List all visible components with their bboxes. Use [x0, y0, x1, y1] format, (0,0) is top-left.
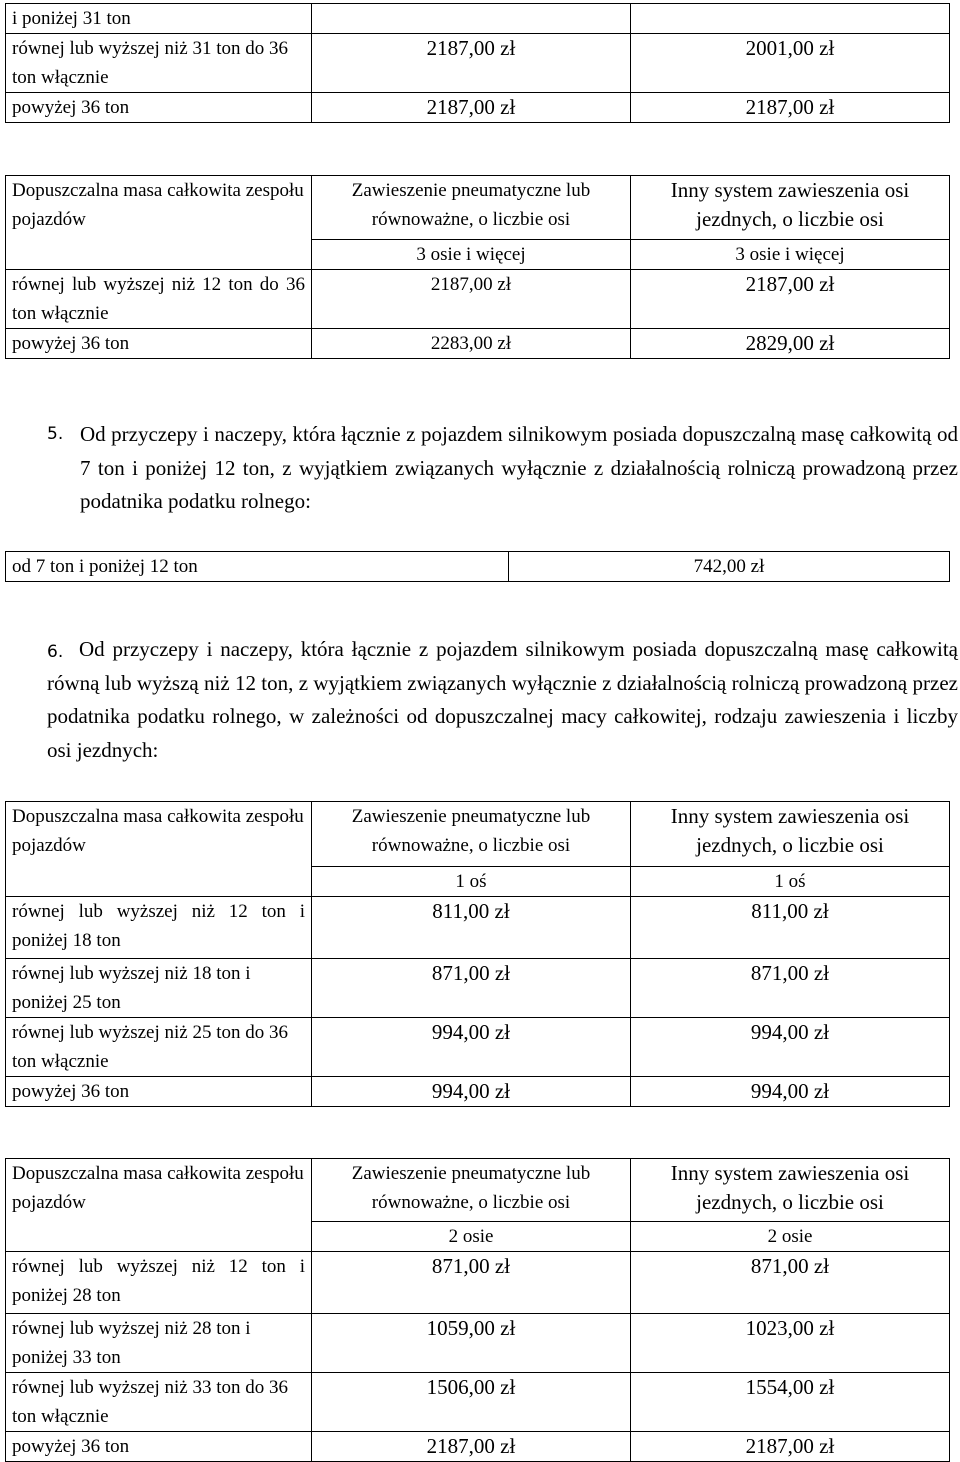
pneumatic-rate-cell: 2187,00 zł [312, 1432, 631, 1462]
table-row [6, 270, 950, 329]
pneumatic-rate-cell: 871,00 zł [312, 1252, 631, 1314]
tax-table-3-axles [5, 175, 950, 359]
other-rate-cell: 811,00 zł [631, 897, 950, 959]
axles-count-cell: 2 osie [631, 1222, 950, 1252]
mass-range-cell: równej lub wyższej niż 31 ton do 36 ton włącznie [6, 34, 312, 93]
pneumatic-rate-cell: 2187,00 zł [312, 270, 631, 329]
mass-range-cell: powyżej 36 ton [6, 1432, 312, 1462]
other-rate-cell: 2829,00 zł [631, 329, 950, 359]
pneumatic-rate-cell: 1059,00 zł [312, 1314, 631, 1373]
mass-range-cell: powyżej 36 ton [6, 1077, 312, 1107]
table-header-row [6, 176, 950, 240]
axles-count-cell: 1 oś [312, 867, 631, 897]
pneumatic-rate-cell: 994,00 zł [312, 1077, 631, 1107]
section-6-text: Od przyczepy i naczepy, która łącznie z pojazdem silnikowym posiada dopuszczalną masę całkowitą równą lub wyższą niż 12 ton, z wyjątkiem związanych wyłącznie z działalnością rolniczą prowadzoną przez podatnika podatku rolnego, w zależności od dopuszczalnej macy całkowitej, rodzaju zawieszenia i liczby osi jezdnych: [47, 637, 958, 762]
mass-range-cell: powyżej 36 ton [6, 329, 312, 359]
pneumatic-rate-cell: 2283,00 zł [312, 329, 631, 359]
mass-range-cell: równej lub wyższej niż 18 ton i poniżej 25 ton [6, 959, 312, 1018]
axles-count-cell: 2 osie [312, 1222, 631, 1252]
section-5-text: Od przyczepy i naczepy, która łącznie z pojazdem silnikowym posiada dopuszczalną masę całkowitą od 7 ton i poniżej 12 ton, z wyjątkiem związanych wyłącznie z działalnością rolniczą prowadzoną przez podatnika podatku rolnego: [80, 422, 958, 513]
table-row [6, 329, 950, 359]
mass-range-cell: równej lub wyższej niż 33 ton do 36 ton włącznie [6, 1373, 312, 1432]
other-rate-cell: 2187,00 zł [631, 270, 950, 329]
other-suspension-column-header: Inny system zawieszenia osi jezdnych, o liczbie osi [631, 1159, 950, 1222]
table-header-row [6, 802, 950, 867]
table-row [6, 552, 950, 582]
other-rate-cell: 994,00 zł [631, 1018, 950, 1077]
other-suspension-column-header: Inny system zawieszenia osi jezdnych, o liczbie osi [631, 176, 950, 240]
other-rate-cell: 1554,00 zł [631, 1373, 950, 1432]
mass-range-cell: równej lub wyższej niż 12 ton i poniżej 28 ton [6, 1252, 312, 1314]
pneumatic-rate-cell [312, 4, 631, 34]
mass-range-cell: równej lub wyższej niż 25 ton do 36 ton włącznie [6, 1018, 312, 1077]
pneumatic-rate-cell: 2187,00 zł [312, 34, 631, 93]
table-row [6, 1314, 950, 1373]
axles-count-cell: 1 oś [631, 867, 950, 897]
mass-column-header: Dopuszczalna masa całkowita zespołu pojazdów [6, 1159, 312, 1252]
other-rate-cell: 1023,00 zł [631, 1314, 950, 1373]
other-rate-cell: 2001,00 zł [631, 34, 950, 93]
other-rate-cell: 994,00 zł [631, 1077, 950, 1107]
mass-range-cell: równej lub wyższej niż 12 ton i poniżej 18 ton [6, 897, 312, 959]
pneumatic-rate-cell: 1506,00 zł [312, 1373, 631, 1432]
table-row [6, 1252, 950, 1314]
pneumatic-rate-cell: 2187,00 zł [312, 93, 631, 123]
table-row [6, 1432, 950, 1462]
tax-table-2-axles [5, 1158, 950, 1462]
table-row [6, 4, 950, 34]
other-rate-cell: 2187,00 zł [631, 1432, 950, 1462]
mass-column-header: Dopuszczalna masa całkowita zespołu pojazdów [6, 176, 312, 270]
tax-table-1-axle [5, 801, 950, 1107]
pneumatic-rate-cell: 871,00 zł [312, 959, 631, 1018]
table-row [6, 1077, 950, 1107]
pneumatic-column-header: Zawieszenie pneumatyczne lub równoważne, o liczbie osi [312, 802, 631, 867]
table-row [6, 1373, 950, 1432]
table-row [6, 34, 950, 93]
other-rate-cell: 871,00 zł [631, 1252, 950, 1314]
pneumatic-rate-cell: 994,00 zł [312, 1018, 631, 1077]
pneumatic-rate-cell: 811,00 zł [312, 897, 631, 959]
axles-count-cell: 3 osie i więcej [631, 240, 950, 270]
table-row [6, 959, 950, 1018]
tax-table-top [5, 3, 950, 123]
section-number: 5. [47, 424, 64, 444]
pneumatic-column-header: Zawieszenie pneumatyczne lub równoważne, o liczbie osi [312, 176, 631, 240]
other-rate-cell: 2187,00 zł [631, 93, 950, 123]
mass-range-cell: i poniżej 31 ton [6, 4, 312, 34]
mass-range-cell: równej lub wyższej niż 28 ton i poniżej 33 ton [6, 1314, 312, 1373]
axles-count-cell: 3 osie i więcej [312, 240, 631, 270]
rate-cell: 742,00 zł [509, 552, 950, 582]
table-row [6, 897, 950, 959]
section-number: 6. [47, 642, 64, 662]
mass-range-cell: od 7 ton i poniżej 12 ton [6, 552, 509, 582]
table-row [6, 1018, 950, 1077]
mass-column-header: Dopuszczalna masa całkowita zespołu pojazdów [6, 802, 312, 897]
mass-range-cell: powyżej 36 ton [6, 93, 312, 123]
table-header-row [6, 1159, 950, 1222]
pneumatic-column-header: Zawieszenie pneumatyczne lub równoważne, o liczbie osi [312, 1159, 631, 1222]
mass-range-cell: równej lub wyższej niż 12 ton do 36 ton włącznie [6, 270, 312, 329]
table-row [6, 93, 950, 123]
other-rate-cell: 871,00 zł [631, 959, 950, 1018]
other-rate-cell [631, 4, 950, 34]
tax-table-7-12-tons [5, 551, 950, 582]
other-suspension-column-header: Inny system zawieszenia osi jezdnych, o liczbie osi [631, 802, 950, 867]
